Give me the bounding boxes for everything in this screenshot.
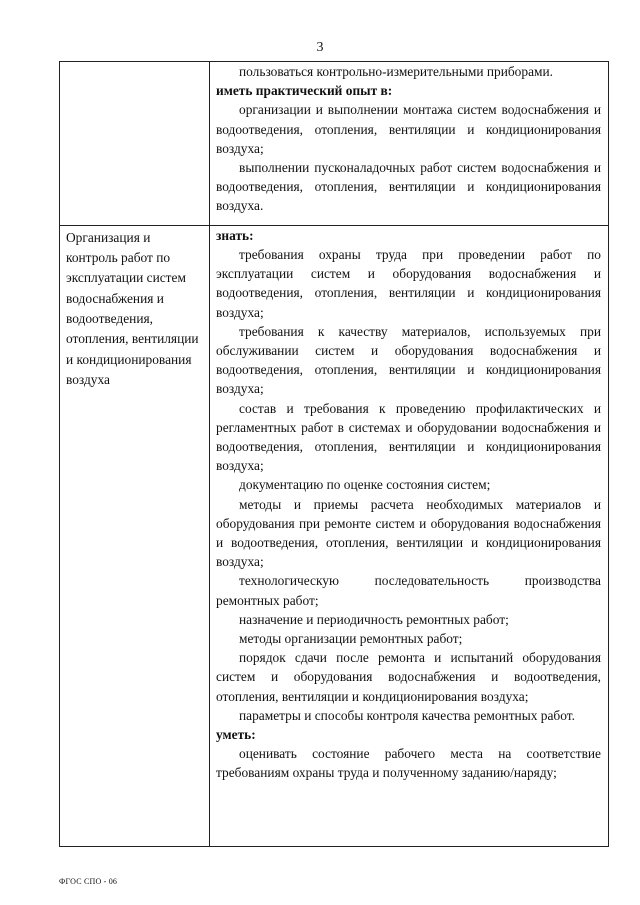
paragraph: документацию по оценке состояния систем; <box>239 477 491 493</box>
paragraph: методы и приемы расчета необходимых материалов и оборудования при ремонте систем и оборудования водоснабжения и водоотведения, отопления, вентиляции и кондиционирования воздуха; <box>216 496 601 570</box>
section-heading: уметь: <box>216 727 256 743</box>
paragraph: организации и выполнении монтажа систем водоснабжения и водоотведения, отопления, вентиляции и кондиционирования воздуха; <box>216 102 601 156</box>
paragraph: пользоваться контрольно-измерительными приборами. <box>239 64 553 79</box>
page-number: 3 <box>316 40 324 55</box>
paragraph: оценивать состояние рабочего места на соответствие требованиям охраны труда и полученному заданию/наряду; <box>216 746 601 781</box>
requirements-cell <box>210 62 608 225</box>
activity-cell <box>60 62 210 225</box>
requirements-cell <box>210 226 608 846</box>
paragraph: требования к качеству материалов, используемых при обслуживании систем и оборудования водоснабжения и водоотведения, отопления, вентиляции и кондиционирования воздуха; <box>216 323 601 397</box>
competency-table <box>59 61 609 847</box>
paragraph: порядок сдачи после ремонта и испытаний оборудования систем и оборудования водоснабжения и водоотведения, отопления, вентиляции и кондиционирования воздуха; <box>216 650 601 704</box>
table-row <box>60 62 608 226</box>
paragraph: методы организации ремонтных работ; <box>239 631 463 647</box>
paragraph: состав и требования к проведению профилактических и регламентных работ в системах и оборудовании водоснабжения и водоотведения, отопления, вентиляции и кондиционирования воздуха; <box>216 400 601 474</box>
activity-cell: Организация и контроль работ по эксплуатации систем водоснабжения и водоотведения, отопления, вентиляции и кондиционирования воздуха <box>60 226 210 846</box>
paragraph: назначение и периодичность ремонтных работ; <box>239 611 509 627</box>
section-heading: знать: <box>216 227 254 243</box>
section-heading: иметь практический опыт в: <box>216 83 393 99</box>
table-row <box>60 226 608 846</box>
paragraph: технологическую последовательность производства ремонтных работ; <box>216 573 601 608</box>
paragraph: требования охраны труда при проведении работ по эксплуатации систем и оборудования водоснабжения и водоотведения, отопления, вентиляции и кондиционирования воздуха; <box>216 247 601 320</box>
paragraph: параметры и способы контроля качества ремонтных работ. <box>239 707 575 723</box>
footer-code: ФГОС СПО - 06 <box>59 877 118 886</box>
paragraph: выполнении пусконаладочных работ систем водоснабжения и водоотведения, отопления, вентиляции и кондиционирования воздуха. <box>216 160 601 214</box>
